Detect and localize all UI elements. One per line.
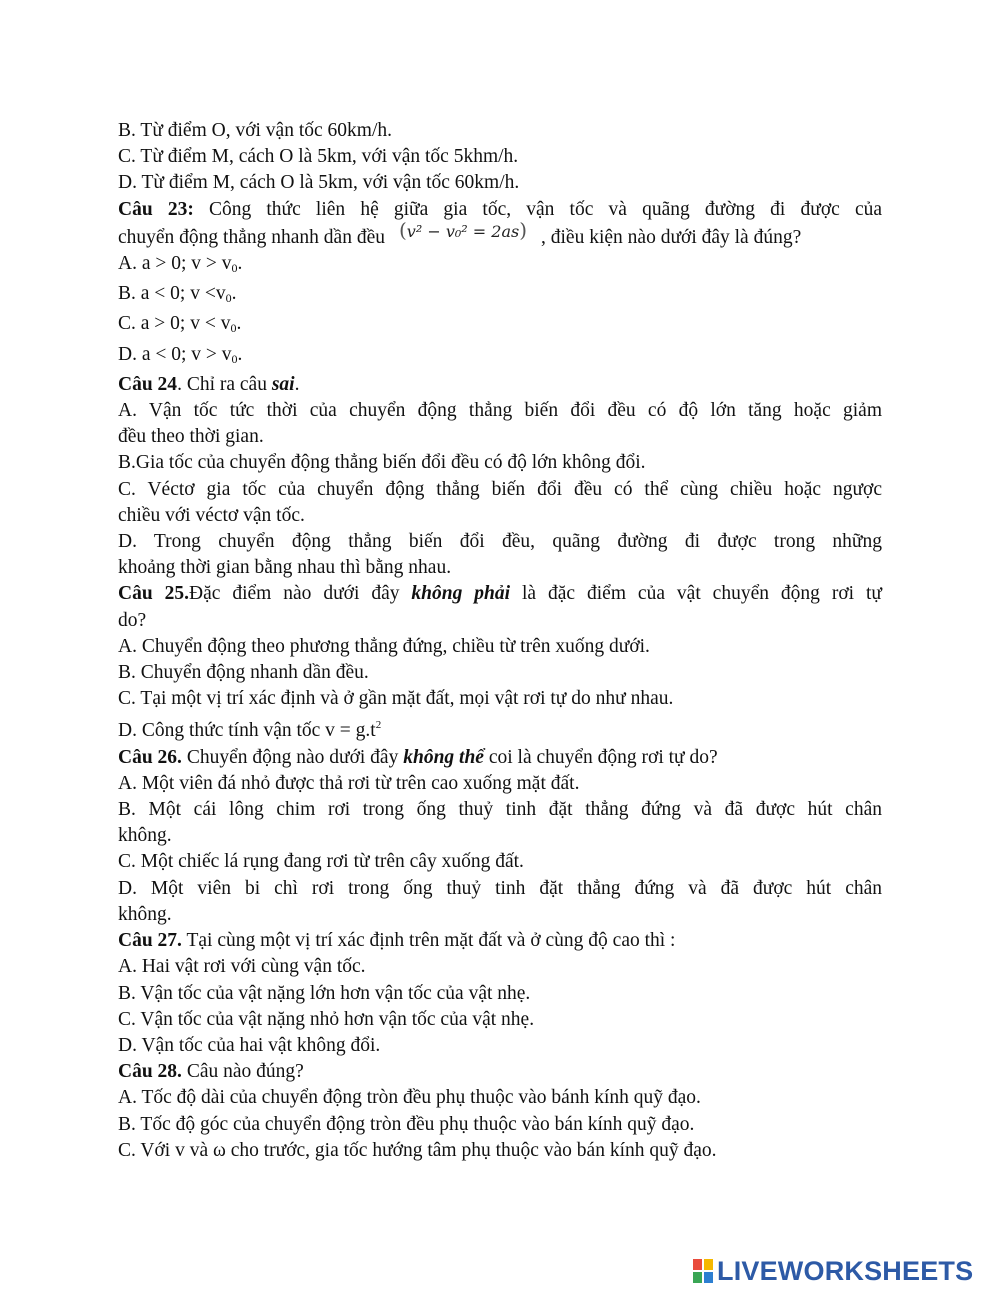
question-25-line2: do?	[118, 609, 147, 631]
document-page	[118, 118, 882, 1164]
question-28-label: Câu 28.	[118, 1061, 182, 1083]
option-d-q26-line1: D. Một viên bi chì rơi trong ống thuỷ tinh đặt thẳng đứng và đã được hút chân	[118, 877, 882, 899]
question-27-label: Câu 27.	[118, 930, 182, 952]
formula: (v² − v₀² = 2as)	[398, 217, 528, 242]
option-b-q27: B. Vận tốc của vật nặng lớn hơn vận tốc của vật nhẹ.	[118, 982, 531, 1004]
question-24-label: Câu 24	[118, 373, 178, 395]
option-b-q24: B.Gia tốc của chuyển động thẳng biến đổi đều có độ lớn không đổi.	[118, 452, 646, 474]
question-26: Câu 26. Chuyển động nào dưới đây không thể coi là chuyển động rơi tự do?	[118, 746, 718, 768]
option-d-q27: D. Vận tốc của hai vật không đổi.	[118, 1034, 381, 1056]
option-d-q24-line2: khoảng thời gian bằng nhau thì bằng nhau.	[118, 557, 452, 579]
option-c-q26: C. Một chiếc lá rụng đang rơi từ trên cây xuống đất.	[118, 851, 524, 873]
option-b-q23: B. a < 0; $v <v_0$.	[118, 283, 237, 306]
option-c-q22: C. Từ điểm M, cách O là 5km, với vận tốc 5khm/h.	[118, 146, 519, 168]
liveworksheets-logo[interactable]	[693, 1256, 973, 1286]
option-b-q22: B. Từ điểm O, với vận tốc 60km/h.	[118, 120, 392, 141]
option-d-q23: D. a < 0; $v > v_0$.	[118, 343, 243, 366]
question-25-label: Câu 25.	[118, 583, 189, 605]
option-c-q23: C. a > 0; $v < v_0$.	[118, 313, 242, 336]
option-a-q23: A. a > 0; $v > v_0$.	[118, 253, 243, 276]
option-a-q27: A. Hai vật rơi với cùng vận tốc.	[118, 956, 366, 978]
question-23-label: Câu 23:	[118, 198, 194, 220]
question-24: Câu 24. Chỉ ra câu sai.	[118, 373, 300, 395]
liveworksheets-icon	[693, 1259, 713, 1283]
option-c-q25: C. Tại một vị trí xác định và ở gần mặt đất, mọi vật rơi tự do như nhau.	[118, 688, 674, 710]
question-27: Câu 27. Tại cùng một vị trí xác định trên mặt đất và ở cùng độ cao thì :	[118, 930, 676, 952]
question-25-line1: Câu 25.Đặc điểm nào dưới đây không phải là đặc điểm của vật chuyển động rơi tự	[118, 583, 882, 605]
option-a-q25: A. Chuyển động theo phương thẳng đứng, chiều từ trên xuống dưới.	[118, 635, 650, 657]
option-d-q26-line2: không.	[118, 903, 172, 925]
option-b-q26-line1: B. Một cái lông chim rơi trong ống thuỷ tinh đặt thẳng đứng và đã được hút chân	[118, 799, 882, 821]
question-23-line2: chuyển động thẳng nhanh dần đều (v² − v₀² = 2as) , điều kiện nào dưới đây là đúng?	[118, 217, 802, 248]
option-a-q24-line2: đều theo thời gian.	[118, 426, 264, 448]
option-c-q28: C. Với v và ω cho trước, gia tốc hướng tâm phụ thuộc vào bán kính quỹ đạo.	[118, 1139, 717, 1161]
option-a-q28: A. Tốc độ dài của chuyển động tròn đều phụ thuộc vào bánh kính quỹ đạo.	[118, 1087, 701, 1109]
option-a-q24-line1: A. Vận tốc tức thời của chuyển động thẳng biến đổi đều có độ lớn tăng hoặc giảm	[118, 400, 882, 422]
question-28: Câu 28. Câu nào đúng?	[118, 1061, 304, 1083]
question-26-label: Câu 26.	[118, 746, 182, 768]
question-23-line1: Câu 23: Công thức liên hệ giữa gia tốc, vận tốc và quãng đường đi được của	[118, 198, 883, 220]
option-c-q24-line1: C. Véctơ gia tốc của chuyển động thẳng biến đổi đều có thể cùng chiều hoặc ngược	[118, 478, 882, 500]
option-a-q26: A. Một viên đá nhỏ được thả rơi từ trên cao xuống mặt đất.	[118, 772, 580, 794]
option-d-q24-line1: D. Trong chuyển động thẳng biến đổi đều, quãng đường đi được trong những	[118, 531, 882, 553]
option-b-q28: B. Tốc độ góc của chuyển động tròn đều phụ thuộc vào bán kính quỹ đạo.	[118, 1113, 695, 1135]
option-b-q26-line2: không.	[118, 825, 172, 847]
option-c-q27: C. Vận tốc của vật nặng nhỏ hơn vận tốc của vật nhẹ.	[118, 1008, 535, 1030]
option-d-q25: D. Công thức tính vận tốc $v = g.t^2$	[118, 719, 382, 742]
option-d-q22: D. Từ điểm M, cách O là 5km, với vận tốc 60km/h.	[118, 172, 520, 194]
option-b-q25: B. Chuyển động nhanh dần đều.	[118, 662, 369, 684]
option-c-q24-line2: chiều với véctơ vận tốc.	[118, 504, 305, 526]
logo-text: LIVEWORKSHEETS	[717, 1255, 974, 1286]
